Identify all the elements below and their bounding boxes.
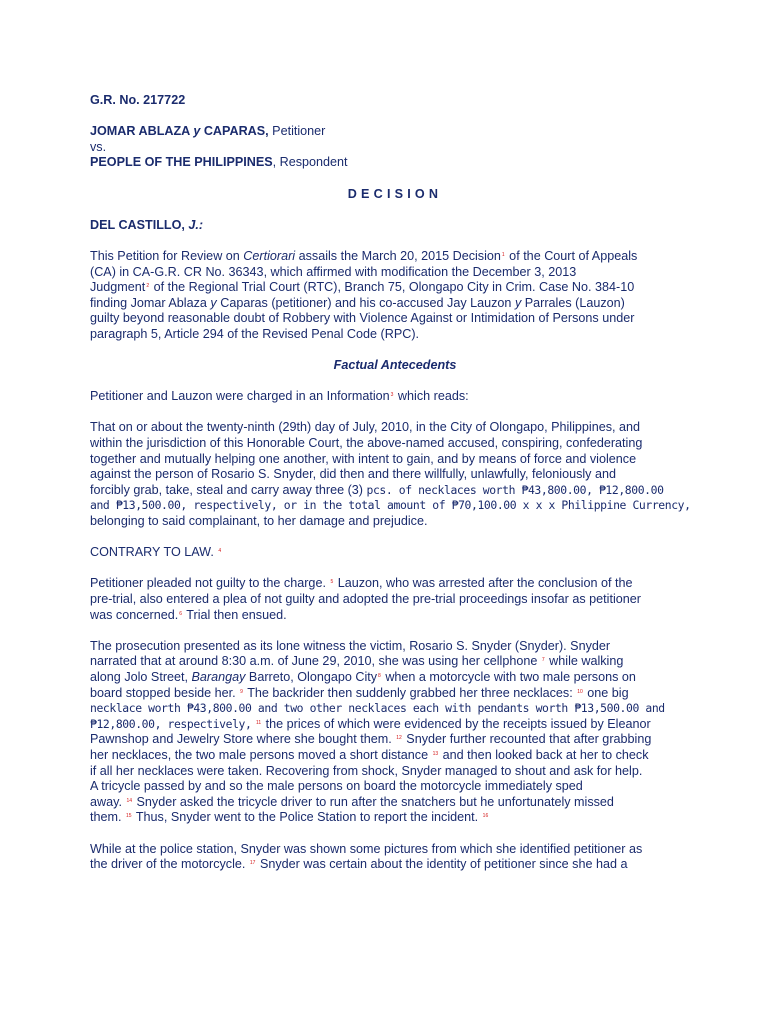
footnote-link[interactable]: 10 [577,688,583,695]
footnote-link[interactable]: 14 [126,797,133,804]
paragraph-6: While at the police station, Snyder was shown some pictures from which she identified petitioner as the driver of the motorcycle. $^{17}$ Snyder was certain about the identity of petitioner since she had a [90,841,643,872]
decision-heading: DECISION [347,186,443,201]
footnote-link[interactable]: 13 [432,750,439,757]
contrary-to-law: CONTRARY TO LAW. $^4$ [90,545,222,560]
decision-document [90,93,700,873]
paragraph-5: The prosecution presented as its lone witness the victim, Rosario S. Snyder (Snyder). Snyder narrated that at around 8:30 a.m. of June 29, 2010, she was using her cellphone $^7$ while walking along Jolo Street, Barangay Barreto, Olongapo City$^8$ when a motorcycle with two male persons on board stopped beside her. $^9$ The backrider then suddenly grabbed her three necklaces: $^{10}$ one big necklace worth ₱43,800.00 and two other necklaces each with pendants worth ₱13,500.00 and ₱12,800.00, respectively, $^{11}$ the prices of which were evidenced by the receipts issued by Eleanor Pawnshop and Jewelry Store where she bought them. $^{12}$ Snyder further recounted that after grabbing her necklaces, the two male persons moved a short distance $^{13}$ and then looked back at her to check if all her necklaces were taken. Recovering from shock, Snyder managed to shout and ask for help. A tricycle passed by and so the male persons on board the motorcycle immediately sped away. $^{14}$ Snyder asked the tricycle driver to run after the snatchers but he unfortunately missed them. $^{15}$ Thus, Snyder went to the Police Station to report the incident. $^{16}$ [90,638,665,825]
case-number: G.R. No. 217722 [90,93,186,107]
versus: vs. [90,139,107,154]
paragraph-2: Petitioner and Lauzon were charged in an Information$^3$ which reads: [90,389,469,404]
paragraph-1: This Petition for Review on Certiorari assails the March 20, 2015 Decision$^1$ of the Court of Appeals (CA) in CA-G.R. CR No. 36343, which affirmed with modification the December 3, 2013 Judgment$^2$ of the Regional Trial Court (RTC), Branch 75, Olongapo City in Crim. Case No. 384-10 finding Jomar Ablaza y Caparas (petitioner) and his co-accused Jay Lauzon y Parrales (Lauzon) guilty beyond reasonable doubt of Robbery with Violence Against or Intimidation of Persons under paragraph 5, Article 294 of the Revised Penal Code (RPC). [90,248,638,341]
footnote-link[interactable]: 6 [179,610,182,617]
footnote-link[interactable]: 1 [501,251,505,258]
footnote-link[interactable]: 9 [240,688,243,695]
paragraph-4: Petitioner pleaded not guilty to the charge. $^5$ Lauzon, who was arrested after the conclusion of the pre-trial, also entered a plea of not guilty and adopted the pre-trial proceedings insofar as petitioner was concerned.$^6$ Trial then ensued. [90,576,641,622]
factual-antecedents-heading: Factual Antecedents [333,358,457,373]
footnote-link[interactable]: 15 [126,813,132,820]
footnote-link[interactable]: 5 [330,579,334,586]
petitioner-line: JOMAR ABLAZA y CAPARAS, Petitioner [90,124,326,139]
footnote-link[interactable]: 8 [378,672,381,679]
ponente: DEL CASTILLO, J.: [90,217,204,232]
footnote-link[interactable]: 3 [390,392,394,399]
footnote-link[interactable]: 17 [249,860,256,867]
respondent-line: PEOPLE OF THE PHILIPPINES, Respondent [90,155,348,170]
footnote-link[interactable]: 2 [146,283,150,290]
footnote-link[interactable]: 4 [218,548,222,555]
footnote-link[interactable]: 11 [255,719,262,726]
footnote-link[interactable]: 16 [482,813,489,820]
footnote-link[interactable]: 12 [396,735,402,742]
footnote-link[interactable]: 7 [541,657,545,664]
information-quote: That on or about the twenty-ninth (29th) day of July, 2010, in the City of Olongapo, Philippines, and within the jurisdiction of this Honorable Court, the above-named accused, conspiring, confederating together and mutually helping one another, with intent to gain, and by means of force and violence against the person of Rosario S. Snyder, did then and there willfully, unlawfully, feloniously and forcibly grab, take, steal and carry away three (3) pcs. of necklaces worth ₱43,800.00, ₱12,800.00 and ₱13,500.00, respectively, or in the total amount of ₱70,100.00 x x x Philippine Currency, belonging to said complainant, to her damage and prejudice. [90,420,691,529]
